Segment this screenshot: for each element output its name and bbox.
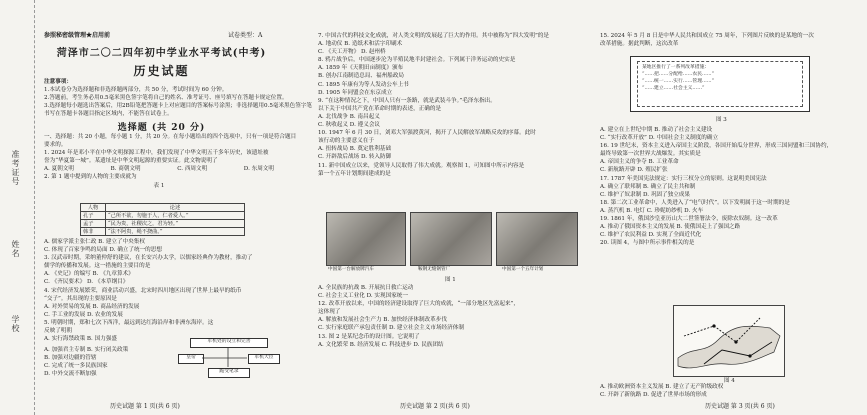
question-line: A. 建立在上世纪中期 B. 推动了社会主义建设 (600, 127, 713, 133)
table-header-cell: 论述 (106, 204, 245, 212)
question-line: 一、选择题：共 20 小题，每小题 1 分，共 20 分。在每小题给出的四个选项中，只有一项是符合题目 (44, 134, 297, 140)
document-line: “……建立……社会主义……” (642, 86, 705, 91)
question-block-1 (44, 133, 297, 190)
question-line: 15. 2024 年 5 月 8 日是中华人民共和国成立 75 周年，下列图片反映的是某地的一次 (600, 33, 814, 39)
question-line: A. 确立了联邦制 B. 确立了民主共和制 (600, 183, 696, 190)
flow-box-bottom: 跪受笔录 (208, 368, 250, 378)
question-line: C. 社会主义工业化 D. 实现国家统一 (318, 293, 408, 300)
question-line: C. 手工业的发展 D. 农业的发展 (44, 311, 123, 318)
question-line: A. 扭转战局 B. 奠定胜利基础 (318, 146, 391, 153)
option-row (44, 165, 274, 173)
question-line: A. 《史记》的编写 B. 《九章算术》 (44, 271, 134, 278)
page-footer-3: 历史试题 第 3 页(共 6 页) (705, 403, 775, 410)
question-line: 5. 明朝时期，郑和七次下西洋，最远到达红海沿岸和非洲东海岸。这 (44, 319, 214, 326)
flow-arrows (178, 338, 278, 378)
question-line: C. 实行家庭联产承包责任制 D. 建立社会主义市场经济体制 (318, 325, 464, 332)
question-line: A. 文化繁荣 B. 经济发展 C. 科技进步 D. 民族团结 (318, 341, 444, 348)
question-line: 3. 汉武帝时期，采纳董仲舒的建议，在长安兴办太学，以儒家经典作为教材，推动了 (44, 255, 253, 262)
photo-1 (326, 212, 406, 266)
photo-caption: 中国第一台解放牌汽车 (328, 267, 374, 272)
question-line: 18. 第二次工业革命中，人类进入了“电气时代”。以下发明属于这一时期的是 (600, 199, 790, 206)
question-line: 11. 新中国成立以来，党领导人民取得了伟大成就。观察图 1，可知图中所示内容是 (318, 162, 525, 169)
question-line: A. 实行海禁政策 B. 国力强盛 (44, 336, 117, 343)
question-line: 誉为“华夏第一城”。某遗址是中华文明起源的重要实证。此文物说明了 (44, 158, 218, 165)
question-line: A. 对外贸易的发展 B. 商品经济的发展 (44, 303, 140, 310)
photo-2 (410, 212, 492, 266)
question-line: 儒学的传播和发展。这一措施的主要目的是 (44, 263, 151, 270)
table-header-cell: 人物 (81, 204, 106, 212)
question-line: 4. 宋代经济发展繁荣，商业活动兴盛，北宋时四川地区出现了世界上最早的纸币 (44, 287, 242, 294)
question-line: C. 1895 年康有为等人发动公车上书 (318, 81, 409, 88)
photo-3 (496, 212, 578, 266)
question-line: 最终导致第一次世界大战爆发。其实质是 (600, 151, 701, 158)
table-cell: “法不阿贵，绳不挠曲。” (106, 228, 245, 236)
question-line: C. 体现了百家争鸣的局面 D. 确立了统一的思想 (44, 247, 162, 254)
flow-box-left: 皇帝 (178, 354, 204, 364)
question-line: 16. 19 世纪末，资本主义进入帝国主义阶段，各国开始瓜分世界，形成三国同盟和三国协约， (600, 143, 833, 150)
secret-level: 参照秘密级管理★启用前 (44, 32, 111, 39)
question-line: 12. 改革开放以来，中国的经济建设取得了巨大的成就，“一部分地区先富起来”， (318, 301, 519, 308)
binding-margin (0, 0, 35, 415)
figure-label: 图 4 (724, 378, 735, 384)
table-row (81, 212, 245, 220)
flow-box-right: 军机大臣 (248, 354, 280, 364)
margin-label-id: 准考证号 (11, 150, 20, 186)
question-line: A. 推动欧洲资本主义发展 B. 建立了无产阶级政权 (600, 384, 724, 390)
table-header-row (81, 204, 245, 212)
page-2-questions-lower (318, 284, 586, 349)
table-caption: 表 1 (153, 182, 165, 189)
question-line: D. 1905 年同盟会在东京成立 (318, 89, 393, 96)
page-footer-2: 历史试题 第 2 页(共 6 页) (400, 403, 470, 410)
question-line: A. 帝国主义的争夺 B. 工业革命 (600, 159, 679, 166)
notice-block (44, 78, 313, 118)
page-3-intro (600, 32, 862, 48)
question-line: 反映了明朝 (44, 328, 72, 335)
table-1 (80, 203, 245, 236)
map-drawing (674, 306, 784, 376)
flow-diagram (178, 338, 278, 378)
margin-label-name: 姓名 (11, 240, 20, 258)
question-block-3 (44, 346, 176, 378)
document-box (630, 56, 810, 112)
question-line: A. 地动仪 B. 造纸术和活字印刷术 (318, 41, 403, 48)
margin-label-school: 学校 (11, 315, 20, 333)
question-line: 17. 1787 年美国宪法规定：实行三权分立的原则。这说明美国宪法 (600, 175, 767, 182)
table-cell: “己所不欲，勿施于人，仁者爱人。” (106, 212, 245, 220)
paper-type: 试卷类型：A (228, 32, 263, 39)
notice-line: 1.本试卷分为选择题和非选择题两部分，共 50 分，考试时间为 60 分钟。 (44, 87, 228, 94)
subject-title: 历史试题 (133, 64, 190, 78)
question-line: C. 《齐民要术》 D. 《本草纲目》 (44, 279, 129, 286)
question-line: A. 儒家学派主张仁政 B. 建立了中央集权 (44, 239, 145, 245)
option-c: C. 西周文明 (177, 166, 208, 173)
option-a: A. 夏朝文明 (44, 166, 74, 173)
question-line: 19. 1861 年，俄国沙皇亚历山大二世签署法令，废除农奴制。这一改革 (600, 216, 778, 223)
table-cell: 韩非 (81, 228, 106, 236)
question-line: C. 完成了统一多民族国家 (44, 363, 108, 370)
question-line: C. 《天工开物》 D. 赵州桥 (318, 49, 386, 56)
option-d: D. 东周文明 (243, 166, 274, 173)
photo-caption: 鞍钢无缝钢管厂 (418, 267, 451, 272)
page-3-questions (600, 126, 862, 247)
notice-title: 注意事项： (44, 79, 72, 85)
question-line: C. 维护了农民利益 D. 实现了全面近代化 (600, 232, 702, 239)
question-line: 8. 鸦片战争后，中国逐步沦为半殖民地半封建社会。下列属于洋务运动的史实是 (318, 57, 516, 64)
document-line: “……统一……实行……管理……” (642, 79, 715, 84)
question-line: “交子”。其出现的主要原因是 (44, 295, 117, 302)
question-line: A. 加强君主专制 B. 实行闭关政策 (44, 347, 129, 353)
document-box-inner (637, 61, 803, 107)
question-line: B. 创办江南制造总局、福州船政局 (318, 73, 404, 80)
question-line: A. 1859 年《天朝田亩制度》颁布 (318, 65, 404, 72)
question-line: 改革措施。据此判断，这次改革 (600, 41, 679, 48)
question-line: 13. 图 2 是某纪念币的设计图。它说明了 (318, 333, 420, 340)
page-2-questions (318, 32, 586, 178)
figure-label: 图 3 (716, 117, 727, 123)
table-cell: 孟子 (81, 220, 106, 228)
option-b: B. 商朝文明 (110, 166, 141, 173)
document-line: 某地区推行了一系列改革措施： (642, 65, 710, 70)
figure-label: 图 1 (445, 277, 456, 283)
question-line: 20. 读图 4，与图中所示事件相关的是 (600, 240, 695, 247)
question-line: A. 全民族的抗战 B. 开展抗日救亡运动 (318, 285, 414, 291)
question-line: C. 秋收起义 D. 遵义会议 (318, 122, 381, 129)
question-line: A. 推动了俄国资本主义的发展 B. 使俄国走上了强国之路 (600, 224, 741, 231)
document-line: “……把……分配给……农民……” (642, 72, 715, 77)
question-line: C. “实行改革开放” D. 中国社会主义制度的确立 (600, 135, 719, 142)
notice-line: 书写在答题卡各题目指定区域内，不能答在试卷上。 (44, 111, 173, 118)
question-line: C. 开辟敌后战场 D. 转入防御 (318, 154, 392, 161)
question-line: D. 中外交流不断加强 (44, 371, 97, 378)
question-line: B. 加强对边疆的管辖 (44, 355, 97, 362)
question-line: C. 开辟了新航路 D. 促进了世界市场的形成 (600, 392, 707, 399)
question-line: 1. 2024 年是邓小平在中华文明探源工程中，我们发现了中华文明五千多年历史，该遗址被 (44, 150, 269, 157)
table-row (81, 220, 245, 228)
table-cell: 孔子 (81, 212, 106, 220)
exam-title: 菏泽市二〇二四年初中学业水平考试(中考) (56, 48, 267, 59)
question-line: 第一个五年计划期间建成的是 (318, 170, 391, 177)
map-figure (673, 305, 785, 377)
question-line: C. 维护了奴隶制 D. 巩固了独立成果 (600, 191, 690, 198)
table-cell: “民为贵，社稷次之，君为轻。” (106, 220, 245, 228)
notice-line: 2.答题前，考生务必用0.5毫米黑色签字笔将自己的姓名、准考证号、座号填写在答题卡规定位置。 (44, 95, 288, 102)
notice-line: 3.选择题每小题选出答案后，用2B铅笔把答题卡上对应题目的答案标号涂黑；非选择题用0.5毫米黑色签字笔 (44, 103, 313, 110)
question-line: A. 北伐战争 B. 南昌起义 (318, 113, 380, 120)
flow-box-top: 军机处的设立和完善 (190, 338, 268, 348)
question-line: A. 蒸汽机 B. 电灯 C. 珍妮纺纱机 D. 火车 (600, 207, 704, 214)
page-footer-1: 历史试题 第 1 页(共 6 页) (110, 403, 180, 410)
question-line: 这体现了 (318, 309, 341, 316)
question-line: 要求的。 (44, 142, 67, 149)
question-block-2 (44, 238, 284, 343)
question-line: 7. 中国古代的科技文化成就，对人类文明的发展起了巨大的作用。其中被称为“四大发明”的是 (318, 33, 549, 39)
question-line: 9. “在这种情况之下，中国人只有一条路，就是武装斗争。”毛泽东指出。 (318, 97, 496, 104)
section-title: 选择题 (共 20 分) (117, 123, 206, 133)
table-row (81, 228, 245, 236)
question-line: C. 新航路开辟 D. 殖民扩张 (600, 167, 668, 174)
question-line: 该行动的主要意义在于 (318, 138, 374, 145)
question-line: 以下关于中国共产党在革命时期的表述，正确的是 (318, 105, 442, 112)
photo-caption: 中国第一个五年计划 (502, 267, 544, 272)
page-3-options (600, 383, 862, 399)
question-line: 10. 1947 年 6 月 30 日，刘邓大军强渡黄河，揭开了人民解放军战略反攻的序幕。此时 (318, 130, 536, 137)
question-line: A. 解放和发展社会生产力 B. 加快经济体制改革步伐 (318, 317, 447, 324)
question-line: 2. 第 1 题中提到的人物的主要成就为 (44, 174, 137, 181)
